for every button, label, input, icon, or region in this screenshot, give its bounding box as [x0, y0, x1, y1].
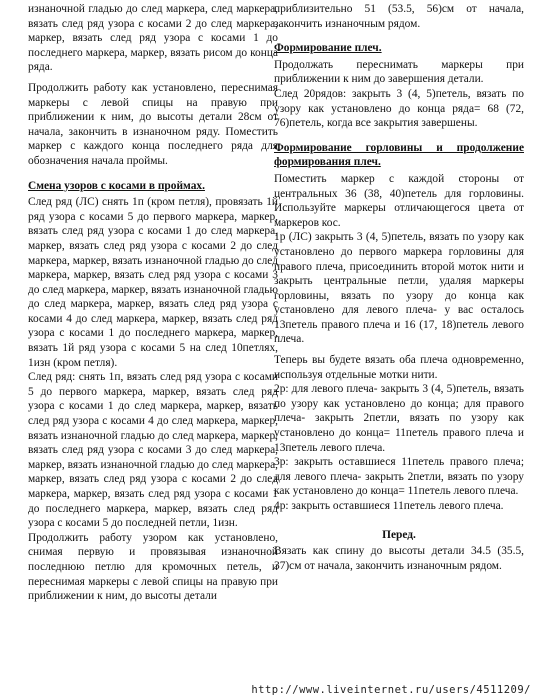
left-column: [28, 2, 278, 604]
source-url-watermark: http://www.liveinternet.ru/users/4511209/: [251, 684, 531, 696]
paragraph: Продолжить работу узором как установлено, снимая первую и провязывая изнаночной последнюю петлю для кромочных петель, и переснимая маркеры с левой спицы на правую при приближении к ним, до высоты детали: [28, 531, 278, 603]
paragraph: приблизительно 51 (53.5, 56)см от начала, закончить изнаночным рядом.: [274, 3, 524, 30]
paragraph: Продолжить работу как установлено, переснимая маркеры с левой спицы на правую при приближении к ним, до высоты детали 28см от начала, закончить в изнаночном ряду. Поместить маркер с каждого конца последнего ряда для обозначения начала проймы.: [28, 81, 278, 167]
section-heading: Смена узоров с косами в проймах.: [28, 179, 205, 192]
section-heading: Формирование плеч.: [274, 42, 382, 55]
paragraph: Продолжать переснимать маркеры при приближении к ним до завершения детали.: [274, 58, 524, 86]
paragraph: Вязать как спину до высоты детали 34.5 (35.5, 37)см от начала, закончить изнаночным рядом.: [274, 545, 524, 572]
section-heading: Формирование горловины и продолжение формирования плеч.: [274, 141, 524, 169]
paragraph: След ряд (ЛС) снять 1п (кром петля), провязать 1й ряд узора с косами 5 до первого маркера, маркер, вязать след ряд узора с косами 1 до след маркера, маркер, вязать след ряд узора с косами 2 до след маркера, маркер, вязать изнаночной гладью до след маркера, маркер, вязать след ряд узора с косами 3 до след маркера, маркер, вязать изнаночной гладью до след маркера, маркер, вязать след ряд узора с косами 4 до след маркера, маркер, вязать след ряд узора с косами 1 до последнего маркера, маркер, вязать 1й ряд узора с косами 5 на след 10петлях, 1изн (кром петля).: [28, 196, 278, 369]
section-heading: Перед.: [382, 528, 416, 541]
paragraph: 3р: закрыть оставшиеся 11петель правого плеча; для левого плеча- закрыть 2петли, вязать по узору как установлено до конца= 11петель левого плеча.: [274, 456, 524, 498]
paragraph: След ряд: снять 1п, вязать след ряд узора с косами 5 до первого маркера, маркер, вязать след ряд узора с косами 1 до след маркера, маркер, вязать след ряд узора с косами 4 до след маркера, маркер, вязать изнаночной гладью до след маркера, маркер, вязать след ряд узора с косами 3 до след маркера, маркер, вязать изнаночной гладью до след маркера, маркер, вязать след ряд узора с косами 2 до след маркера, маркер, вязать след ряд узора с косами 1 до последнего маркера, маркер, вязать след ряд узора с косами 5 до последней петли, 1изн.: [28, 371, 278, 530]
right-column: [274, 2, 524, 573]
paragraph: 4р: закрыть оставшиеся 11петель левого плеча.: [274, 500, 504, 512]
paragraph: изнаночной гладью до след маркера, след маркера, вязать след ряд узора с косами 2 до след маркера, маркер, вязать след ряд узора с косами 1 до последнего маркера, маркер, вязать рисом до конца ряда.: [28, 3, 278, 74]
paragraph: 2р: для левого плеча- закрыть 3 (4, 5)петель, вязать по узору как установлено до конца; для правого плеча- закрыть 2петли, вязать по узору как установлено до конца= 11петель правого плеча и 13петель левого плеча.: [274, 383, 524, 454]
paragraph: 1р (ЛС) закрыть 3 (4, 5)петель, вязать по узору как установлено до первого маркера горловины для правого плеча, присоединить второй моток нити и закрыть центральные петли, удаляя маркеры горловины, вязать по узору до конца как установлено для левого плеча- у вас осталось 13петель правого плеча и 16 (17, 18)петель левого плеча.: [274, 231, 524, 346]
paragraph: След 20рядов: закрыть 3 (4, 5)петель, вязать по узору как установлено до конца ряда= 68 (72, 76)петель, когда все закрытия завершены.: [274, 87, 524, 130]
paragraph: Поместить маркер с каждой стороны от центральных 36 (38, 40)петель для горловины. Используйте маркеры отличающегося цвета от маркеров кос.: [274, 172, 524, 229]
paragraph: Теперь вы будете вязать оба плеча одновременно, используя отдельные мотки нити.: [274, 354, 524, 381]
